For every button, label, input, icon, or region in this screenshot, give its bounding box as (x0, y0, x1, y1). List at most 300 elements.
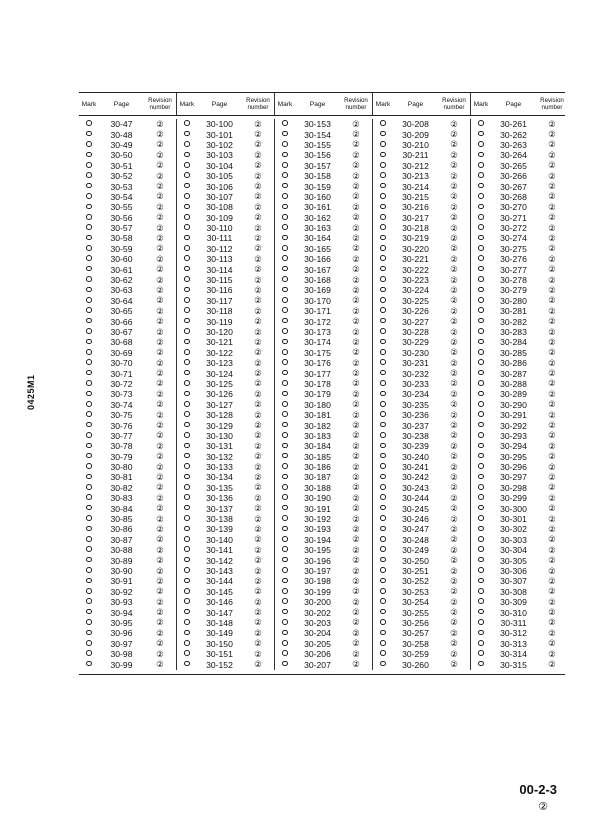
revision-cell: ② (352, 368, 360, 379)
page-cell: 30-274 (500, 233, 527, 244)
table-row (79, 140, 565, 150)
page-cell: 30-142 (206, 555, 233, 566)
page-cell: 30-220 (402, 243, 429, 254)
row-cell-group (79, 140, 176, 150)
table-row (79, 535, 565, 545)
circle-mark-icon (380, 536, 386, 542)
revision-cell: ② (352, 565, 360, 576)
circle-mark-icon (282, 505, 288, 511)
mark-cell (79, 578, 99, 586)
circle-mark-icon (380, 453, 386, 459)
mark-cell (471, 297, 491, 305)
page-cell: 30-78 (110, 441, 133, 452)
row-cell-group (470, 524, 568, 534)
row-cell-group (176, 441, 274, 451)
revision-cell: ② (156, 482, 164, 493)
circle-mark-icon (282, 235, 288, 241)
mark-cell (275, 172, 295, 180)
row-cell-group (470, 389, 568, 399)
row-cell-group (372, 327, 470, 337)
row-cell-group (79, 119, 176, 129)
revision-cell: ② (450, 409, 458, 420)
table-row (79, 368, 565, 378)
page-cell: 30-172 (304, 316, 331, 327)
page-cell: 30-98 (110, 649, 133, 660)
row-cell-group (274, 659, 372, 669)
revision-cell: ② (548, 212, 556, 223)
page-cell: 30-231 (402, 358, 429, 369)
circle-mark-icon (478, 380, 484, 386)
page-cell: 30-279 (500, 285, 527, 296)
page-cell: 30-272 (500, 223, 527, 234)
mark-cell (275, 183, 295, 191)
row-cell-group (274, 607, 372, 617)
row-cell-group (372, 296, 470, 306)
mark-cell (177, 141, 197, 149)
revision-cell: ② (548, 492, 556, 503)
row-cell-group (176, 503, 274, 513)
mark-cell (177, 630, 197, 638)
row-cell-group (274, 379, 372, 389)
page-cell: 30-199 (304, 586, 331, 597)
circle-mark-icon (478, 131, 484, 137)
mark-cell (373, 204, 393, 212)
circle-mark-icon (282, 526, 288, 532)
page-cell: 30-219 (402, 233, 429, 244)
circle-mark-icon (478, 567, 484, 573)
revision-cell: ② (450, 523, 458, 534)
revision-cell: ② (156, 326, 164, 337)
mark-cell (177, 474, 197, 482)
table-row (79, 389, 565, 399)
circle-mark-icon (380, 255, 386, 261)
page-cell: 30-152 (206, 659, 233, 670)
mark-cell (79, 619, 99, 627)
page-cell: 30-238 (402, 430, 429, 441)
page-cell: 30-193 (304, 524, 331, 535)
revision-cell: ② (548, 565, 556, 576)
mark-cell (177, 328, 197, 336)
revision-cell: ② (156, 544, 164, 555)
row-cell-group (470, 379, 568, 389)
revision-cell: ② (450, 305, 458, 316)
circle-mark-icon (380, 661, 386, 667)
revision-cell: ② (450, 243, 458, 254)
row-cell-group (372, 161, 470, 171)
revision-cell: ② (352, 139, 360, 150)
revision-cell: ② (156, 149, 164, 160)
row-cell-group (176, 431, 274, 441)
revision-cell: ② (548, 201, 556, 212)
table-row (79, 503, 565, 513)
row-cell-group (274, 566, 372, 576)
page-cell: 30-186 (304, 462, 331, 473)
revision-cell: ② (548, 388, 556, 399)
circle-mark-icon (478, 598, 484, 604)
revision-cell: ② (450, 471, 458, 482)
circle-mark-icon (86, 297, 92, 303)
revision-cell: ② (548, 357, 556, 368)
revision-cell: ② (254, 170, 262, 181)
circle-mark-icon (478, 152, 484, 158)
row-cell-group (372, 545, 470, 555)
revision-cell: ② (254, 201, 262, 212)
circle-mark-icon (478, 235, 484, 241)
revision-cell: ② (254, 430, 262, 441)
revision-cell: ② (450, 586, 458, 597)
revision-cell: ② (254, 295, 262, 306)
page-cell: 30-72 (110, 378, 133, 389)
row-cell-group (79, 233, 176, 243)
mark-cell (275, 578, 295, 586)
page-cell: 30-294 (500, 441, 527, 452)
header-group (79, 93, 176, 115)
mark-cell (177, 443, 197, 451)
row-cell-group (274, 254, 372, 264)
page-cell: 30-252 (402, 576, 429, 587)
header-revision-number: Revision number (344, 97, 368, 111)
mark-cell (275, 453, 295, 461)
document-code: 0425M1 (26, 374, 36, 410)
circle-mark-icon (478, 432, 484, 438)
row-cell-group (274, 358, 372, 368)
revision-cell: ② (254, 212, 262, 223)
page-cell: 30-132 (206, 451, 233, 462)
table-row (79, 150, 565, 160)
row-cell-group (176, 306, 274, 316)
mark-cell (275, 630, 295, 638)
page-cell: 30-134 (206, 472, 233, 483)
row-cell-group (274, 285, 372, 295)
row-cell-group (79, 348, 176, 358)
revision-cell: ② (548, 523, 556, 534)
mark-cell (177, 152, 197, 160)
revision-cell: ② (450, 555, 458, 566)
page-cell: 30-309 (500, 597, 527, 608)
revision-cell: ② (450, 503, 458, 514)
circle-mark-icon (184, 380, 190, 386)
circle-mark-icon (478, 588, 484, 594)
page-cell: 30-121 (206, 337, 233, 348)
page-cell: 30-144 (206, 576, 233, 587)
row-cell-group (470, 452, 568, 462)
circle-mark-icon (380, 380, 386, 386)
page-cell: 30-209 (402, 129, 429, 140)
mark-cell (373, 245, 393, 253)
circle-mark-icon (478, 349, 484, 355)
mark-cell (79, 224, 99, 232)
row-cell-group (470, 659, 568, 669)
row-cell-group (79, 264, 176, 274)
page-cell: 30-181 (304, 410, 331, 421)
revision-cell: ② (254, 368, 262, 379)
row-cell-group (176, 223, 274, 233)
page-cell: 30-97 (110, 638, 133, 649)
mark-cell (471, 204, 491, 212)
circle-mark-icon (86, 650, 92, 656)
circle-mark-icon (184, 630, 190, 636)
row-cell-group (470, 213, 568, 223)
mark-cell (177, 567, 197, 575)
circle-mark-icon (86, 204, 92, 210)
mark-cell (471, 640, 491, 648)
mark-cell (373, 287, 393, 295)
revision-cell: ② (156, 461, 164, 472)
page-cell: 30-130 (206, 430, 233, 441)
circle-mark-icon (184, 557, 190, 563)
circle-mark-icon (184, 588, 190, 594)
revision-cell: ② (254, 399, 262, 410)
row-cell-group (274, 181, 372, 191)
mark-cell (177, 546, 197, 554)
revision-cell: ② (352, 555, 360, 566)
row-cell-group (372, 576, 470, 586)
row-cell-group (470, 493, 568, 503)
page-cell: 30-140 (206, 534, 233, 545)
circle-mark-icon (282, 432, 288, 438)
revision-cell: ② (548, 607, 556, 618)
row-cell-group (176, 628, 274, 638)
circle-mark-icon (86, 401, 92, 407)
page-cell: 30-83 (110, 493, 133, 504)
row-cell-group (274, 119, 372, 129)
page-cell: 30-262 (500, 129, 527, 140)
table-row (79, 348, 565, 358)
revision-cell: ② (156, 253, 164, 264)
circle-mark-icon (478, 411, 484, 417)
revision-cell: ② (156, 399, 164, 410)
row-cell-group (176, 597, 274, 607)
circle-mark-icon (478, 453, 484, 459)
row-cell-group (274, 493, 372, 503)
circle-mark-icon (478, 661, 484, 667)
revision-cell: ② (352, 347, 360, 358)
revision-cell: ② (254, 274, 262, 285)
page-cell: 30-164 (304, 233, 331, 244)
header-revision-number: Revision number (540, 97, 564, 111)
row-cell-group (372, 254, 470, 264)
page-cell: 30-102 (206, 139, 233, 150)
row-cell-group (274, 233, 372, 243)
row-cell-group (274, 213, 372, 223)
page-cell: 30-234 (402, 389, 429, 400)
mark-cell (177, 339, 197, 347)
mark-cell (373, 567, 393, 575)
revision-cell: ② (254, 388, 262, 399)
row-cell-group (274, 431, 372, 441)
row-cell-group (176, 379, 274, 389)
table-row (79, 254, 565, 264)
page-cell: 30-302 (500, 524, 527, 535)
row-cell-group (372, 379, 470, 389)
revision-cell: ② (352, 149, 360, 160)
revision-cell: ② (548, 544, 556, 555)
revision-cell: ② (156, 513, 164, 524)
page-cell: 30-208 (402, 119, 429, 130)
mark-cell (471, 172, 491, 180)
page-cell: 30-57 (110, 223, 133, 234)
table-row (79, 597, 565, 607)
page-cell: 30-174 (304, 337, 331, 348)
page-cell: 30-304 (500, 545, 527, 556)
mark-cell (373, 297, 393, 305)
row-cell-group (176, 254, 274, 264)
mark-cell (275, 536, 295, 544)
page-cell: 30-118 (206, 306, 233, 317)
row-cell-group (274, 587, 372, 597)
revision-cell: ② (156, 305, 164, 316)
mark-cell (471, 318, 491, 326)
table-row (79, 410, 565, 420)
row-cell-group (274, 244, 372, 254)
page-cell: 30-197 (304, 565, 331, 576)
page-cell: 30-68 (110, 337, 133, 348)
table-row (79, 161, 565, 171)
mark-cell (471, 526, 491, 534)
circle-mark-icon (478, 307, 484, 313)
revision-cell: ② (254, 482, 262, 493)
circle-mark-icon (478, 640, 484, 646)
mark-cell (177, 349, 197, 357)
revision-cell: ② (548, 336, 556, 347)
page-cell: 30-53 (110, 181, 133, 192)
circle-mark-icon (380, 152, 386, 158)
revision-cell: ② (450, 347, 458, 358)
mark-cell (177, 661, 197, 669)
row-cell-group (470, 555, 568, 565)
circle-mark-icon (478, 463, 484, 469)
page-cell: 30-291 (500, 410, 527, 421)
mark-cell (79, 318, 99, 326)
mark-cell (373, 328, 393, 336)
page-cell: 30-117 (206, 295, 233, 306)
mark-cell (471, 630, 491, 638)
circle-mark-icon (282, 463, 288, 469)
circle-mark-icon (282, 650, 288, 656)
row-cell-group (274, 462, 372, 472)
row-cell-group (274, 223, 372, 233)
circle-mark-icon (184, 567, 190, 573)
revision-cell: ② (548, 222, 556, 233)
row-cell-group (176, 576, 274, 586)
row-cell-group (372, 368, 470, 378)
revision-cell: ② (548, 596, 556, 607)
table-row (79, 264, 565, 274)
row-cell-group (79, 410, 176, 420)
mark-cell (373, 349, 393, 357)
circle-mark-icon (184, 245, 190, 251)
mark-cell (373, 578, 393, 586)
revision-cell: ② (450, 222, 458, 233)
mark-cell (177, 432, 197, 440)
circle-mark-icon (184, 515, 190, 521)
revision-cell: ② (450, 191, 458, 202)
page-cell: 30-286 (500, 358, 527, 369)
mark-cell (373, 193, 393, 201)
revision-cell: ② (548, 305, 556, 316)
revision-cell: ② (450, 378, 458, 389)
mark-cell (471, 359, 491, 367)
page-cell: 30-94 (110, 607, 133, 618)
page-cell: 30-85 (110, 514, 133, 525)
row-cell-group (79, 462, 176, 472)
row-cell-group (79, 368, 176, 378)
revision-cell: ② (548, 399, 556, 410)
circle-mark-icon (478, 339, 484, 345)
page-cell: 30-96 (110, 628, 133, 639)
page-cell: 30-67 (110, 327, 133, 337)
mark-cell (275, 245, 295, 253)
row-cell-group (176, 618, 274, 628)
mark-cell (177, 235, 197, 243)
row-cell-group (470, 368, 568, 378)
mark-cell (471, 162, 491, 170)
circle-mark-icon (86, 255, 92, 261)
mark-cell (177, 650, 197, 658)
page-cell: 30-64 (110, 295, 133, 306)
row-cell-group (176, 524, 274, 534)
revision-cell: ② (450, 295, 458, 306)
row-cell-group (372, 316, 470, 326)
mark-cell (373, 598, 393, 606)
mark-cell (275, 505, 295, 513)
header-mark: Mark (81, 100, 97, 108)
circle-mark-icon (86, 152, 92, 158)
row-cell-group (470, 441, 568, 451)
page-cell: 30-280 (500, 295, 527, 306)
circle-mark-icon (380, 307, 386, 313)
mark-cell (471, 266, 491, 274)
revision-cell: ② (548, 129, 556, 140)
revision-cell: ② (450, 534, 458, 545)
revision-cell: ② (450, 160, 458, 171)
revision-cell: ② (352, 326, 360, 337)
row-cell-group (274, 576, 372, 586)
table-row (79, 493, 565, 503)
page-cell: 30-211 (402, 150, 429, 161)
mark-cell (79, 463, 99, 471)
mark-cell (471, 515, 491, 523)
mark-cell (275, 204, 295, 212)
mark-cell (471, 536, 491, 544)
revision-cell: ② (156, 284, 164, 295)
page-cell: 30-268 (500, 191, 527, 202)
circle-mark-icon (184, 598, 190, 604)
header-mark: Mark (375, 100, 391, 108)
page-cell: 30-126 (206, 389, 233, 400)
page-cell: 30-93 (110, 597, 133, 608)
page-cell: 30-51 (110, 160, 133, 171)
page-cell: 30-212 (402, 160, 429, 171)
circle-mark-icon (282, 120, 288, 126)
row-cell-group (176, 389, 274, 399)
row-cell-group (79, 535, 176, 545)
mark-cell (471, 214, 491, 222)
page-cell: 30-293 (500, 430, 527, 441)
mark-cell (373, 318, 393, 326)
page-cell: 30-233 (402, 378, 429, 389)
mark-cell (275, 266, 295, 274)
row-cell-group (274, 503, 372, 513)
row-cell-group (372, 649, 470, 659)
mark-cell (177, 297, 197, 305)
circle-mark-icon (184, 453, 190, 459)
row-cell-group (79, 181, 176, 191)
page-cell: 30-91 (110, 576, 133, 587)
page-cell: 30-266 (500, 171, 527, 182)
page-cell: 30-221 (402, 254, 429, 265)
mark-cell (177, 484, 197, 492)
